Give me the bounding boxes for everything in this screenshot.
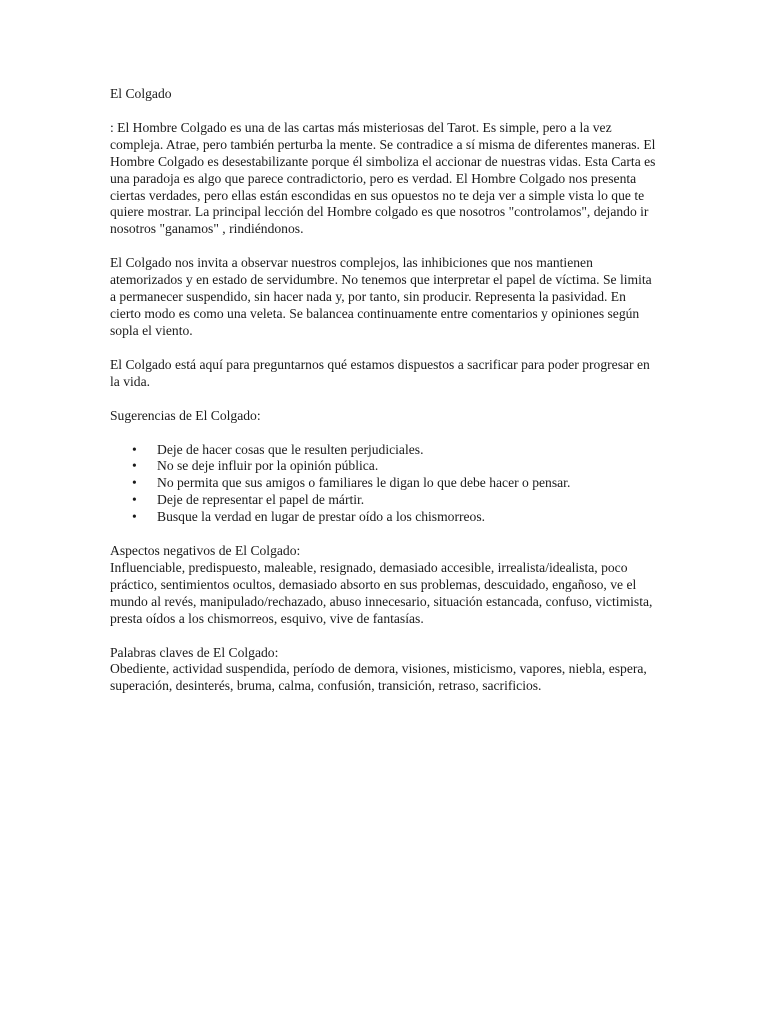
intro-paragraph: : El Hombre Colgado es una de las cartas más misteriosas del Tarot. Es simple, pero a la vez compleja. Atrae, pero también perturba la mente. Se contradice a sí misma de diferentes maneras. El Hombre Colgado es desestabilizante porque él simboliza el accionar de nuestras vidas. Esta Carta es una paradoja es algo que parece contradictorio, pero es verdad. El Hombre Colgado nos presenta ciertas verdades, pero ellas están escondidas en sus opuestos no te deja ver a simple vista lo que te quiere mostrar. La principal lección del Hombre colgado es que nosotros "controlamos", dejando ir nosotros "ganamos" , rindiéndonos.: [110, 119, 656, 237]
list-item-text: No permita que sus amigos o familiares le digan lo que debe hacer o pensar.: [157, 475, 571, 491]
paragraph-complexes: El Colgado nos invita a observar nuestros complejos, las inhibiciones que nos mantienen atemorizados y en estado de servidumbre. No tenemos que interpretar el papel de víctima. Se limita a permanecer suspendido, sin hacer nada y, por tanto, sin producir. Representa la pasividad. En cierto modo es como una veleta. Se balancea continuamente entre comentarios y opiniones según sopla el viento.: [110, 255, 652, 338]
paragraph-sacrifice: El Colgado está aquí para preguntarnos qué estamos dispuestos a sacrificar para poder progresar en la vida.: [110, 356, 650, 389]
negative-aspects-text: Influenciable, predispuesto, maleable, resignado, demasiado accesible, irrealista/idealista, poco práctico, sentimientos ocultos, demasiado absorto en sus problemas, descuidado, engañoso, ve el mundo al revés, manipulado/rechazado, abuso innecesario, situación estancada, confuso, victimista, presta oídos a los chismorreos, esquivo, vive de fantasías.: [110, 559, 653, 626]
list-item-text: Busque la verdad en lugar de prestar oído a los chismorreos.: [157, 509, 486, 525]
list-item: [110, 442, 660, 459]
suggestions-heading: Sugerencias de El Colgado:: [110, 407, 261, 423]
list-item-text: No se deje influir por la opinión pública.: [157, 458, 379, 474]
bullet-icon: •: [132, 458, 137, 474]
suggestions-list: [110, 442, 660, 527]
bullet-icon: •: [132, 475, 137, 491]
bullet-icon: •: [132, 441, 137, 457]
bullet-icon: •: [132, 492, 137, 508]
list-item-text: Deje de hacer cosas que le resulten perjudiciales.: [157, 441, 424, 457]
keywords-heading: Palabras claves de El Colgado:: [110, 644, 279, 660]
list-item: [110, 492, 660, 509]
document-title: El Colgado: [110, 86, 172, 101]
list-item: [110, 458, 660, 475]
negative-aspects-heading: Aspectos negativos de El Colgado:: [110, 543, 301, 559]
keywords-text: Obediente, actividad suspendida, período de demora, visiones, misticismo, vapores, niebla, espera, superación, desinterés, bruma, calma, confusión, transición, retraso, sacrificios.: [110, 661, 647, 694]
list-item: [110, 509, 660, 526]
list-item-text: Deje de representar el papel de mártir.: [157, 492, 365, 508]
document-page: [110, 86, 660, 712]
negative-aspects-section: [110, 543, 660, 628]
keywords-section: [110, 645, 660, 696]
list-item: [110, 475, 660, 492]
bullet-icon: •: [132, 509, 137, 525]
